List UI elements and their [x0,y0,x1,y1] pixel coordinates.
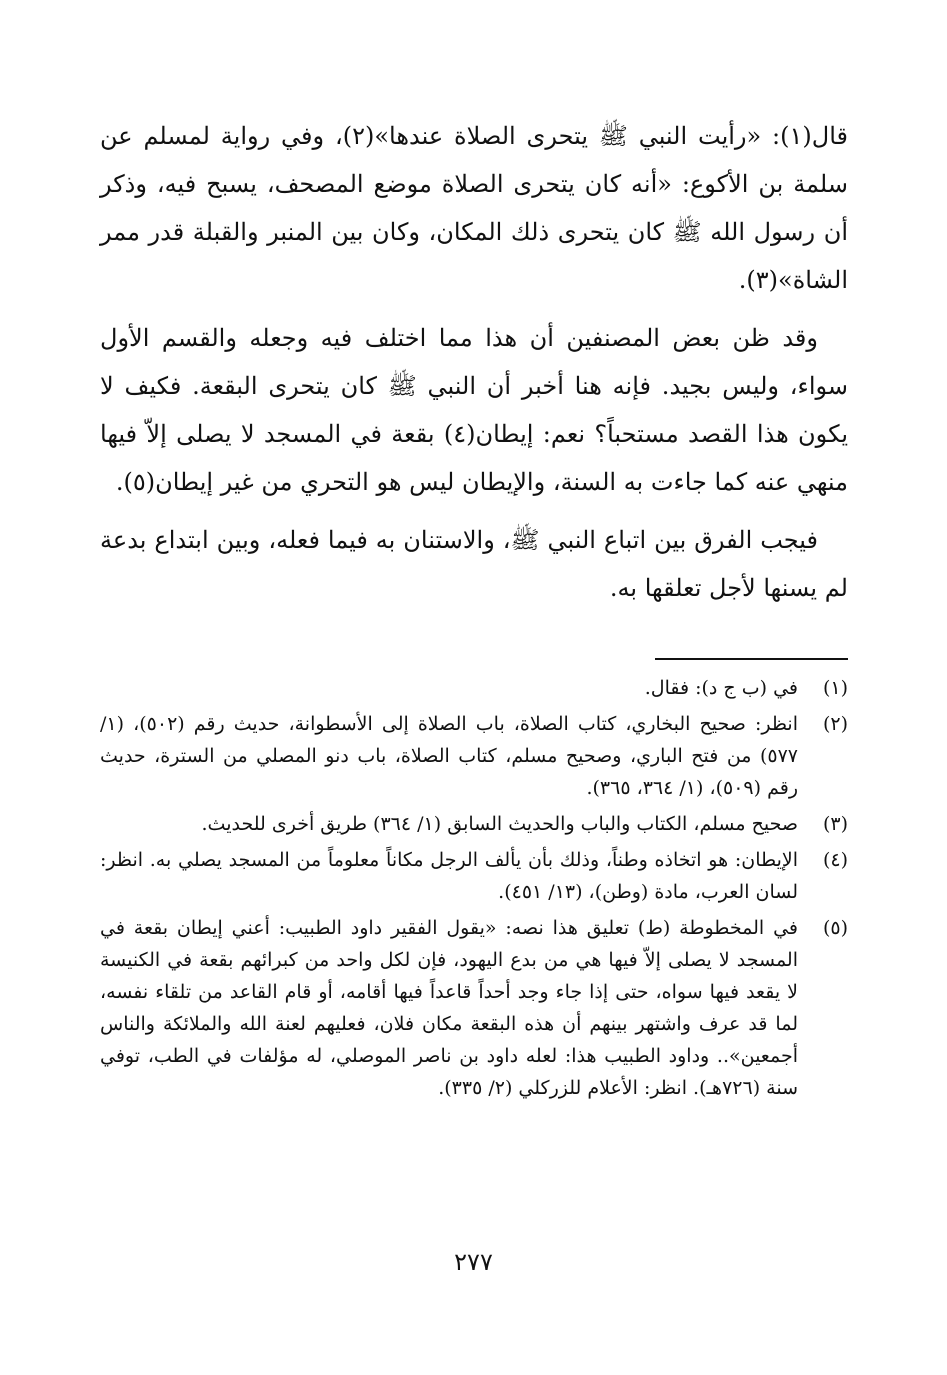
footnote-text: الإيطان: هو اتخاذه وطناً، وذلك بأن يألف الرجل مكاناً معلوماً من المسجد يصلي به. انظر: لسان العرب، مادة (وطن)، (١٣/ ٤٥١). [100,849,798,903]
footnote-number: (٣) [822,813,848,835]
footnote-5 [100,912,848,1104]
footnote-4 [100,844,848,908]
footnote-text: في المخطوطة (ط) تعليق هذا نصه: «يقول الفقير داود الطبيب: أعني إيطان بقعة في المسجد لا يصلى إلاّ فيها هي من بدع اليهود، فإن لكل واحد من كبرائهم بقعة في الكنيسة لا يقعد فيها سواه، حتى إذا جاء وجد أحداً قاعداً فيها أقامه، أو قام القاعد من تلقاء نفسه، لما قد عرف واشتهر بينهم أن هذه البقعة مكان فلان، فعليهم لعنة الله والملائكة والناس أجمعين».. وداود الطبيب هذا: لعله داود بن ناصر الموصلي، له مؤلفات في الطب، توفي سنة (٧٢٦هـ). انظر: الأعلام للزركلي (٢/ ٣٣٥). [100,917,798,1099]
footnote-text: في (ب ج د): فقال. [644,677,798,699]
paragraph-2: وقد ظن بعض المصنفين أن هذا مما اختلف فيه وجعله والقسم الأول سواء، وليس بجيد. فإنه هنا أخبر أن النبي ﷺ كان يتحرى البقعة. فكيف لا يكون هذا القصد مستحباً؟ نعم: إيطان(٤) بقعة في المسجد لا يصلى إلاّ فيها منهي عنه كما جاءت به السنة، والإيطان ليس هو التحري من غير إيطان(٥). [100,324,849,496]
footnote-divider [655,658,848,660]
paragraph-1: قال(١): «رأيت النبي ﷺ يتحرى الصلاة عندها»(٢)، وفي رواية لمسلم عن سلمة بن الأكوع: «أنه كان يتحرى الصلاة موضع المصحف، يسبح فيه، وذكر أن رسول الله ﷺ كان يتحرى ذلك المكان، وكان بين المنبر والقبلة قدر ممر الشاة»(٣). [100,122,848,294]
paragraph-3: فيجب الفرق بين اتباع النبي ﷺ، والاستنان به فيما فعله، وبين ابتداع بدعة لم يسنها لأجل تعلقها به. [100,526,848,602]
footnote-1 [100,672,848,704]
footnote-number: (٥) [822,917,848,939]
footnote-2 [100,708,848,804]
footnote-number: (١) [822,677,848,699]
page-number: ٢٧٧ [454,1248,493,1276]
main-text [100,112,848,622]
footnotes [100,672,848,1108]
footnote-text: صحيح مسلم، الكتاب والباب والحديث السابق (١/ ٣٦٤) طريق أخرى للحديث. [201,813,798,835]
footnote-number: (٢) [822,713,848,735]
footnote-number: (٤) [822,849,848,871]
footnote-text: انظر: صحيح البخاري، كتاب الصلاة، باب الصلاة إلى الأسطوانة، حديث رقم (٥٠٢)، (١/ ٥٧٧) من فتح الباري، وصحيح مسلم، كتاب الصلاة، باب دنو المصلي من السترة، حديث رقم (٥٠٩)، (١/ ٣٦٤، ٣٦٥). [100,713,798,799]
footnote-3 [100,808,848,840]
